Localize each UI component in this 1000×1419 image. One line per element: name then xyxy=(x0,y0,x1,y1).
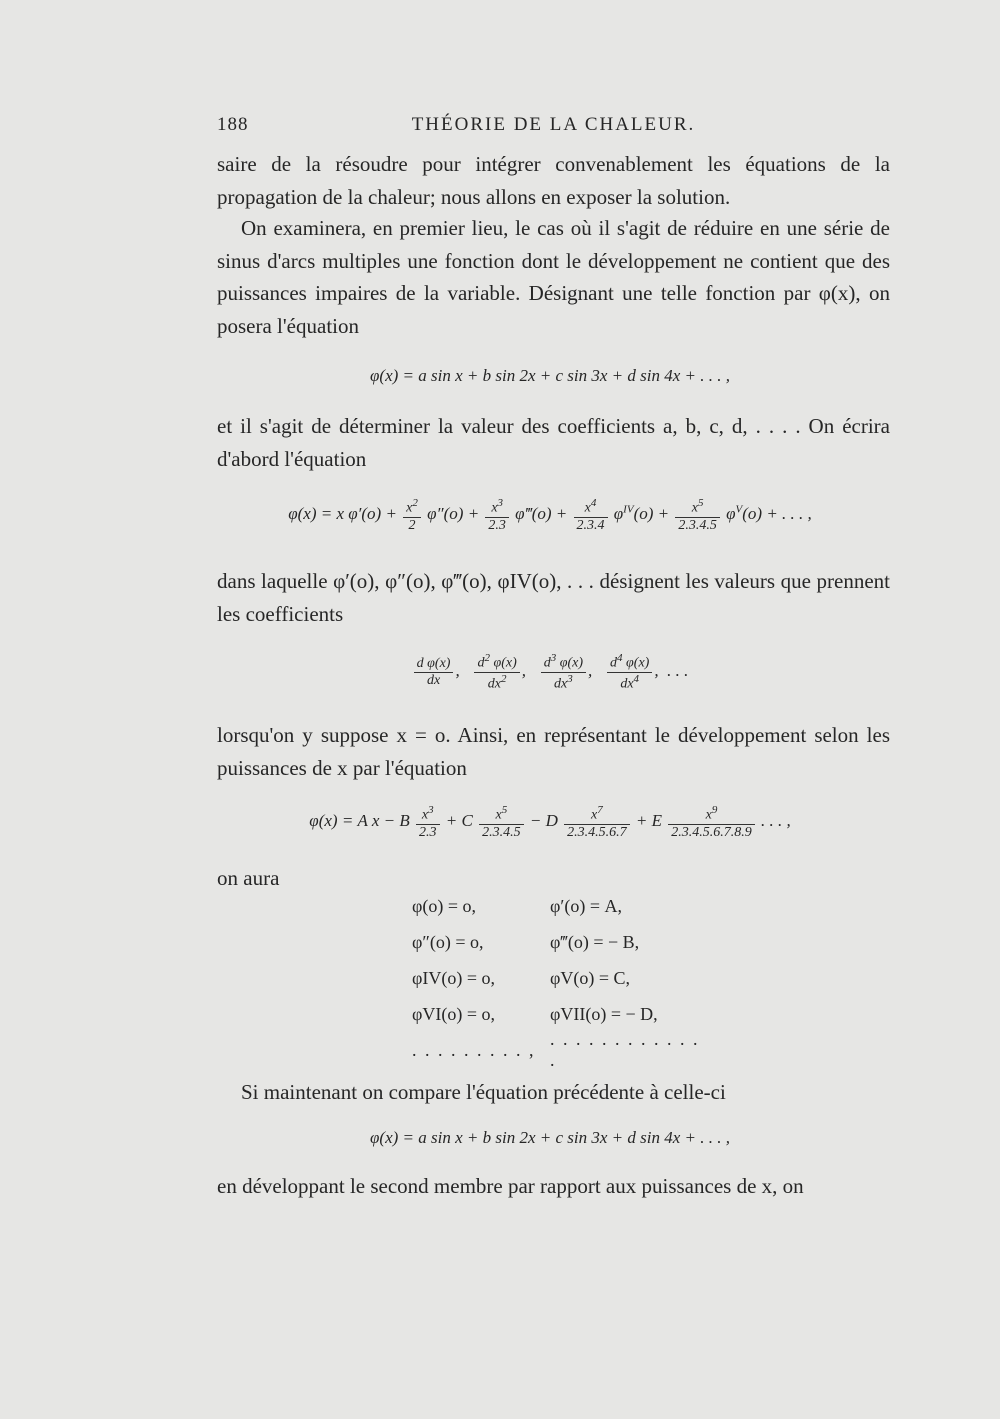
running-title: THÉORIE DE LA CHALEUR. xyxy=(411,114,696,135)
equation-odd-powers: φ(x) = A x − B $\frac{x^3}{2.3}$ + C $\frac{x^5}{2.3.4.5}$ − D $\frac{x^7}{2.3.4.5.6.7}$ + E $\frac{x^9}{2.3.4.5.6.7.8.9}$ . . . , xyxy=(309,804,791,840)
table-row xyxy=(412,924,710,960)
table-cell: φV(o) = C, xyxy=(550,967,631,988)
table-cell: φ(o) = o, xyxy=(412,895,477,916)
paragraph-7: Si maintenant on compare l'équation précédente à celle-ci xyxy=(241,1080,726,1104)
page-number: 188 xyxy=(217,114,249,135)
paragraph-1: saire de la résoudre pour intégrer convenablement les équations de la propagation de la chaleur; nous allons en exposer la solution. xyxy=(217,152,890,209)
table-cell: φIV(o) = o, xyxy=(412,967,496,988)
table-cell: φ′(o) = A, xyxy=(550,895,622,916)
table-row xyxy=(412,1029,710,1070)
table-row xyxy=(412,960,710,996)
values-table xyxy=(412,888,710,1068)
table-cell: φVI(o) = o, xyxy=(412,1003,496,1024)
equation-sine-series: φ(x) = a sin x + b sin 2x + c sin 3x + d sin 4x + . . . , xyxy=(370,366,730,385)
paragraph-6: on aura xyxy=(217,866,280,890)
table-cell: φ″(o) = o, xyxy=(412,931,484,952)
paragraph-4: dans laquelle φ′(o), φ″(o), φ‴(o), φIV(o), . . . désignent les valeurs que prennent les coefficients xyxy=(217,569,890,626)
paragraph-3: et il s'agit de déterminer la valeur des coefficients a, b, c, d, . . . . On écrira d'abord l'équation xyxy=(217,414,890,471)
equation-maclaurin: φ(x) = x φ′(o) + $\frac{x^2}{2}$ φ″(o) + $\frac{x^3}{2.3}$ φ‴(o) + $\frac{x^4}{2.3.4}$ $\varphi^{IV}(o)$ + $\frac{x^5}{2.3.4.5}$ $\varphi^V(o)$ + . . . , xyxy=(288,497,812,533)
table-row xyxy=(412,888,710,924)
paragraph-5: lorsqu'on y suppose x = o. Ainsi, en représentant le développement selon les puissances de x par l'équation xyxy=(217,723,890,780)
table-cell: . . . . . . . . . . . . . xyxy=(550,1029,700,1070)
table-cell: . . . . . . . . . , xyxy=(412,1039,536,1060)
equation-derivatives: $\frac{\text{d φ(x)}}{dx}$ , $\frac{d^2 \varphi(x)}{dx^2}$ , $\frac{d^3 \varphi(x)}{dx^3}$ , $\frac{d^4 \varphi(x)}{dx^4}$ , . . . xyxy=(180,652,920,692)
paragraph-8: en développant le second membre par rapport aux puissances de x, on xyxy=(217,1174,804,1198)
page-header xyxy=(217,114,890,144)
table-cell: φ‴(o) = − B, xyxy=(550,931,640,952)
paragraph-2: On examinera, en premier lieu, le cas où il s'agit de réduire en une série de sinus d'arcs multiples une fonction dont le développement ne contient que des puissances impaires de la variable. Désignant une telle fonction par φ(x), on posera l'équation xyxy=(217,216,890,338)
table-cell: φVII(o) = − D, xyxy=(550,1003,658,1024)
table-row xyxy=(412,996,710,1032)
equation-sine-series-repeat: φ(x) = a sin x + b sin 2x + c sin 3x + d sin 4x + . . . , xyxy=(370,1128,730,1147)
